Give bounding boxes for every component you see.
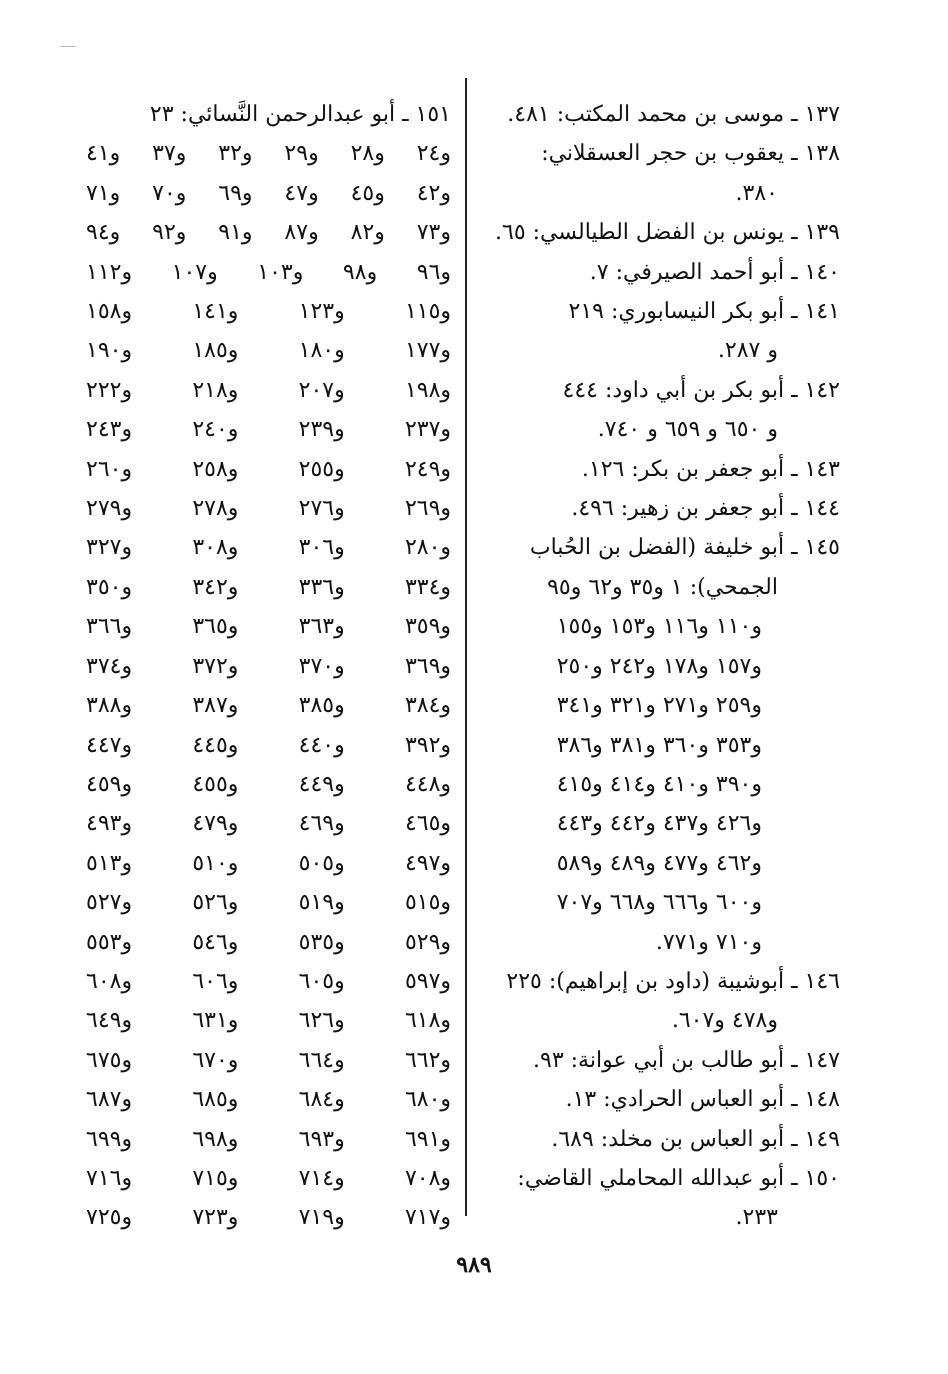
entry-continuation-line: و٦١٨ و٦٢٦ و٦٣١ و٦٤٩	[86, 1008, 452, 1034]
entry-heading-line: ١٤٤ ـ أبو جعفر بن زهير: ٤٩٦.	[571, 496, 840, 522]
index-entry	[476, 528, 840, 961]
entry-continuation-line: و٥٩٧ و٦٠٥ و٦٠٦ و٦٠٨	[86, 968, 452, 994]
index-entry	[476, 1080, 840, 1119]
entry-continuation-line: و٢٤ و٢٨ و٢٩ و٣٢ و٣٧ و٤١	[86, 141, 451, 167]
entry-continuation-line: و٦٠٠ و٦٦٦ و٦٦٨ و٧٠٧	[556, 890, 762, 916]
page-number: ٩٨٩	[456, 1252, 492, 1278]
entry-continuation-line: و٧١٠ و٧٧١.	[655, 929, 762, 955]
entry-continuation-line: و٥١٥ و٥١٩ و٥٢٦ و٥٢٧	[86, 890, 452, 916]
right-column	[476, 95, 840, 1238]
entry-continuation-line: و٧٠٨ و٧١٤ و٧١٥ و٧١٦	[86, 1165, 452, 1191]
entry-continuation-line: و٤٢ و٤٥ و٤٧ و٦٩ و٧٠ و٧١	[86, 180, 451, 206]
scan-mark	[60, 46, 76, 47]
entry-continuation-line: و٦٨٠ و٦٨٤ و٦٨٥ و٦٨٧	[86, 1087, 452, 1113]
index-entry	[476, 450, 840, 489]
entry-continuation-line: و٢٨٠ و٣٠٦ و٣٠٨ و٣٢٧	[86, 535, 452, 561]
entry-heading-line: ١٣٩ ـ يونس بن الفضل الطيالسي: ٦٥.	[495, 220, 840, 246]
entry-continuation-line: و٤٦٥ و٤٦٩ و٤٧٩ و٤٩٣	[86, 811, 452, 837]
entry-heading-line: ١٤٠ ـ أبو أحمد الصيرفي: ٧.	[589, 259, 840, 285]
index-entry	[476, 1041, 840, 1080]
entry-continuation-line: و٩٦ و٩٨ و١٠٣ و١٠٧ و١١٢	[86, 259, 452, 285]
entry-heading-line: ١٣٨ ـ يعقوب بن حجر العسقلاني:	[541, 141, 840, 167]
index-entry	[86, 95, 451, 1238]
entry-heading-line: ١٥١ ـ أبو عبدالرحمن النَّسائي: ٢٣	[149, 102, 451, 127]
entry-continuation-line: و٢٤٩ و٢٥٥ و٢٥٨ و٢٦٠	[86, 456, 452, 482]
entry-continuation-line: ٣٨٠.	[735, 180, 778, 206]
entry-continuation-line: و٤٢٦ و٤٣٧ و٤٤٢ و٤٤٣	[556, 811, 762, 837]
entry-continuation-line: و٣٥٩ و٣٦٣ و٣٦٥ و٣٦٦	[86, 614, 452, 640]
entry-continuation-line: و٤٧٨ و٦٠٧.	[671, 1008, 778, 1034]
entry-heading-line: ١٤٢ ـ أبو بكر بن أبي داود: ٤٤٤	[562, 377, 840, 403]
entry-continuation-line: و٧١٧ و٧١٩ و٧٢٣ و٧٢٥	[86, 1205, 452, 1231]
entry-continuation-line: و٤٩٧ و٥٠٥ و٥١٠ و٥١٣	[86, 850, 452, 876]
entry-continuation-line: و٥٢٩ و٥٣٥ و٥٤٦ و٥٥٣	[86, 929, 452, 955]
entry-continuation-line: و٣٣٤ و٣٣٦ و٣٤٢ و٣٥٠	[86, 574, 452, 600]
entry-continuation-line: و١٥٧ و١٧٨ و٢٤٢ و٢٥٠	[556, 653, 762, 679]
entry-heading-line: ١٤٣ ـ أبو جعفر بن بكر: ١٢٦.	[581, 456, 840, 482]
entry-continuation-line: و٣٩٢ و٤٤٠ و٤٤٥ و٤٤٧	[86, 732, 452, 758]
index-entry	[476, 134, 840, 213]
entry-continuation-line: و ٢٨٧.	[717, 338, 778, 364]
entry-heading-line: ١٤٨ ـ أبو العباس الحرادي: ١٣.	[565, 1087, 840, 1113]
entry-heading-line: ١٥٠ ـ أبو عبدالله المحاملي القاضي:	[517, 1165, 840, 1191]
entry-heading-line: ١٤٥ ـ أبو خليفة (الفضل بن الحُباب	[529, 535, 840, 561]
index-entry	[476, 253, 840, 292]
entry-continuation-line: الجمحي): ١ و٣٥ و٦٢ و٩٥	[547, 574, 778, 600]
index-entry	[476, 962, 840, 1041]
entry-continuation-line: و٦٦٢ و٦٦٤ و٦٧٠ و٦٧٥	[86, 1047, 452, 1073]
entry-continuation-line: و٢٦٩ و٢٧٦ و٢٧٨ و٢٧٩	[86, 496, 452, 522]
entry-heading-line: ١٤١ ـ أبو بكر النيسابوري: ٢١٩	[568, 299, 840, 325]
index-entry	[476, 371, 840, 450]
entry-continuation-line: و١٧٧ و١٨٠ و١٨٥ و١٩٠	[86, 338, 452, 364]
entry-continuation-line: و٤٦٢ و٤٧٧ و٤٨٩ و٥٨٩	[556, 850, 762, 876]
entry-heading-line: ١٤٧ ـ أبو طالب بن أبي عوانة: ٩٣.	[533, 1047, 840, 1073]
index-entry	[476, 489, 840, 528]
entry-continuation-line: و١١٠ و١١٦ و١٥٣ و١٥٥	[556, 614, 762, 640]
entry-continuation-line: و١١٥ و١٢٣ و١٤١ و١٥٨	[86, 299, 452, 325]
entry-continuation-line: و٦٩١ و٦٩٣ و٦٩٨ و٦٩٩	[86, 1126, 452, 1152]
entry-continuation-line: و٢٣٧ و٢٣٩ و٢٤٠ و٢٤٣	[86, 417, 452, 443]
entry-continuation-line: و٣٥٣ و٣٦٠ و٣٨١ و٣٨٦	[556, 732, 762, 758]
left-column	[86, 95, 451, 1238]
entry-continuation-line: و٤٤٨ و٤٤٩ و٤٥٥ و٤٥٩	[86, 771, 452, 797]
index-entry	[476, 292, 840, 371]
entry-continuation-line: و٢٥٩ و٢٧١ و٣٢١ و٣٤١	[556, 693, 762, 719]
entry-heading-line: ١٣٧ ـ موسى بن محمد المكتب: ٤٨١.	[507, 102, 840, 127]
index-entry	[476, 95, 840, 134]
entry-continuation-line: و٣٩٠ و٤١٠ و٤١٤ و٤١٥	[556, 771, 762, 797]
entry-continuation-line: و٣٨٤ و٣٨٥ و٣٨٧ و٣٨٨	[86, 693, 452, 719]
entry-heading-line: ١٤٩ ـ أبو العباس بن مخلد: ٦٨٩.	[551, 1126, 840, 1152]
entry-continuation-line: و١٩٨ و٢٠٧ و٢١٨ و٢٢٢	[86, 377, 452, 403]
entry-continuation-line: و ٦٥٠ و ٦٥٩ و ٧٤٠.	[597, 417, 778, 443]
index-entry	[476, 213, 840, 252]
entry-continuation-line: و٧٣ و٨٢ و٨٧ و٩١ و٩٢ و٩٤	[86, 220, 451, 246]
column-divider	[465, 78, 467, 1216]
index-entry	[476, 1120, 840, 1159]
index-entry	[476, 1159, 840, 1238]
entry-heading-line: ١٤٦ ـ أبوشيبة (داود بن إبراهيم): ٢٢٥	[506, 968, 840, 994]
entry-continuation-line: ٢٣٣.	[735, 1205, 778, 1231]
entry-continuation-line: و٣٦٩ و٣٧٠ و٣٧٢ و٣٧٤	[86, 653, 452, 679]
